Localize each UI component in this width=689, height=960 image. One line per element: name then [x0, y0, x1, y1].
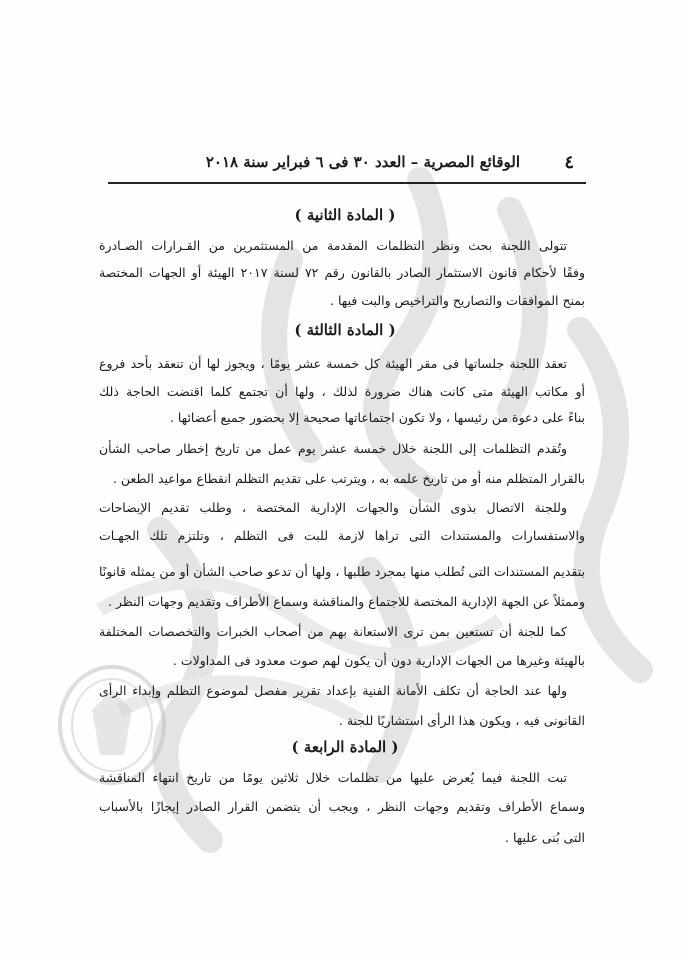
- article-3-line: ولها عند الحاجة أن تكلف الأمانة الفنية بإعداد تقرير مفصل لموضوع التظلم وإبداء الرأى: [99, 683, 567, 698]
- running-title: الوقائع المصرية – العدد ٣٠ فى ٦ فبراير سنة ٢٠١٨: [205, 153, 520, 171]
- article-4-heading: ( المادة الرابعة ): [291, 738, 399, 756]
- article-2-line: تتولى اللجنة بحث ونظر التظلمات المقدمة من المستثمرين من القـرارات الصـادرة: [99, 238, 567, 253]
- article-2-line: وفقًا لأحكام قانون الاستثمار الصادر بالقانون رقم ٧٢ لسنة ٢٠١٧ الهيئة أو الجهات المختصة: [99, 265, 585, 280]
- article-3-heading: ( المادة الثالثة ): [294, 321, 396, 339]
- article-3-line: وممثلاً عن الجهة الإدارية المختصة للاجتماع والمناقشة وسماع الأطراف وتقديم وجهات النظر .: [108, 594, 585, 609]
- article-3-line: وللجنة الاتصال بذوى الشأن والجهات الإدارية المختصة ، وطلب تقديم الإيضاحات: [99, 500, 567, 515]
- article-3-line: بناءً على دعوة من رئيسها ، ولا تكون اجتماعاتها صحيحة إلا بحضور جميع أعضائها .: [169, 410, 585, 425]
- article-3-line: كما للجنة أن تستعين بمن ترى الاستعانة بهم من أصحاب الخبرات والتخصصات المختلفة: [99, 624, 567, 639]
- article-4-line: تبت اللجنة فيما يُعرض عليها من تظلمات خلال ثلاثين يومًا من تاريخ انتهاء المناقشة: [99, 770, 567, 785]
- page-number: ٤: [564, 152, 574, 173]
- article-3-line: وتُقدم التظلمات إلى اللجنة خلال خمسة عشر يوم عمل من تاريخ إخطار صاحب الشأن: [99, 441, 567, 456]
- article-2-heading: ( المادة الثانية ): [294, 206, 396, 224]
- article-3-line: والاستفسارات والمستندات التى تراها لازمة للبت فى التظلم ، وتلتزم تلك الجهـات: [99, 528, 585, 543]
- header-divider: [108, 182, 586, 184]
- article-3-line: بالهيئة وغيرها من الجهات الإدارية دون أن يكون لهم صوت معدود فى المداولات .: [172, 653, 585, 668]
- article-4-line: وسماع الأطراف وتقديم وجهات النظر ، ويجب أن يتضمن القرار الصادر إيجازًا بالأسباب: [99, 799, 585, 814]
- page-header: [110, 150, 580, 180]
- article-3-line: تعقد اللجنة جلساتها فى مقر الهيئة كل خمسة عشر يومًا ، ويجوز لها أن تنعقد بأحد فروع: [99, 356, 567, 371]
- article-3-line: أو مكاتب الهيئة متى كانت هناك ضرورة لذلك ، ولها أن تجتمع كلما اقتضت الحاجة ذلك: [99, 384, 585, 399]
- article-3-line: بتقديم المستندات التى تُطلب منها بمجرد طلبها ، ولها أن تدعو صاحب الشأن أو من يمثله قانونًا: [99, 564, 585, 579]
- article-3-line: القانونى فيه ، ويكون هذا الرأى استشاريًا للجنة .: [338, 713, 585, 728]
- article-2-line: بمنح الموافقات والتصاريح والتراخيص والبت فيها .: [330, 293, 585, 308]
- article-4-line: التى بُنى عليها .: [505, 830, 585, 845]
- article-3-line: بالقرار المتظلم منه أو من تاريخ علمه به ، ويترتب على تقديم التظلم انقطاع مواعيد الطعن .: [112, 471, 585, 486]
